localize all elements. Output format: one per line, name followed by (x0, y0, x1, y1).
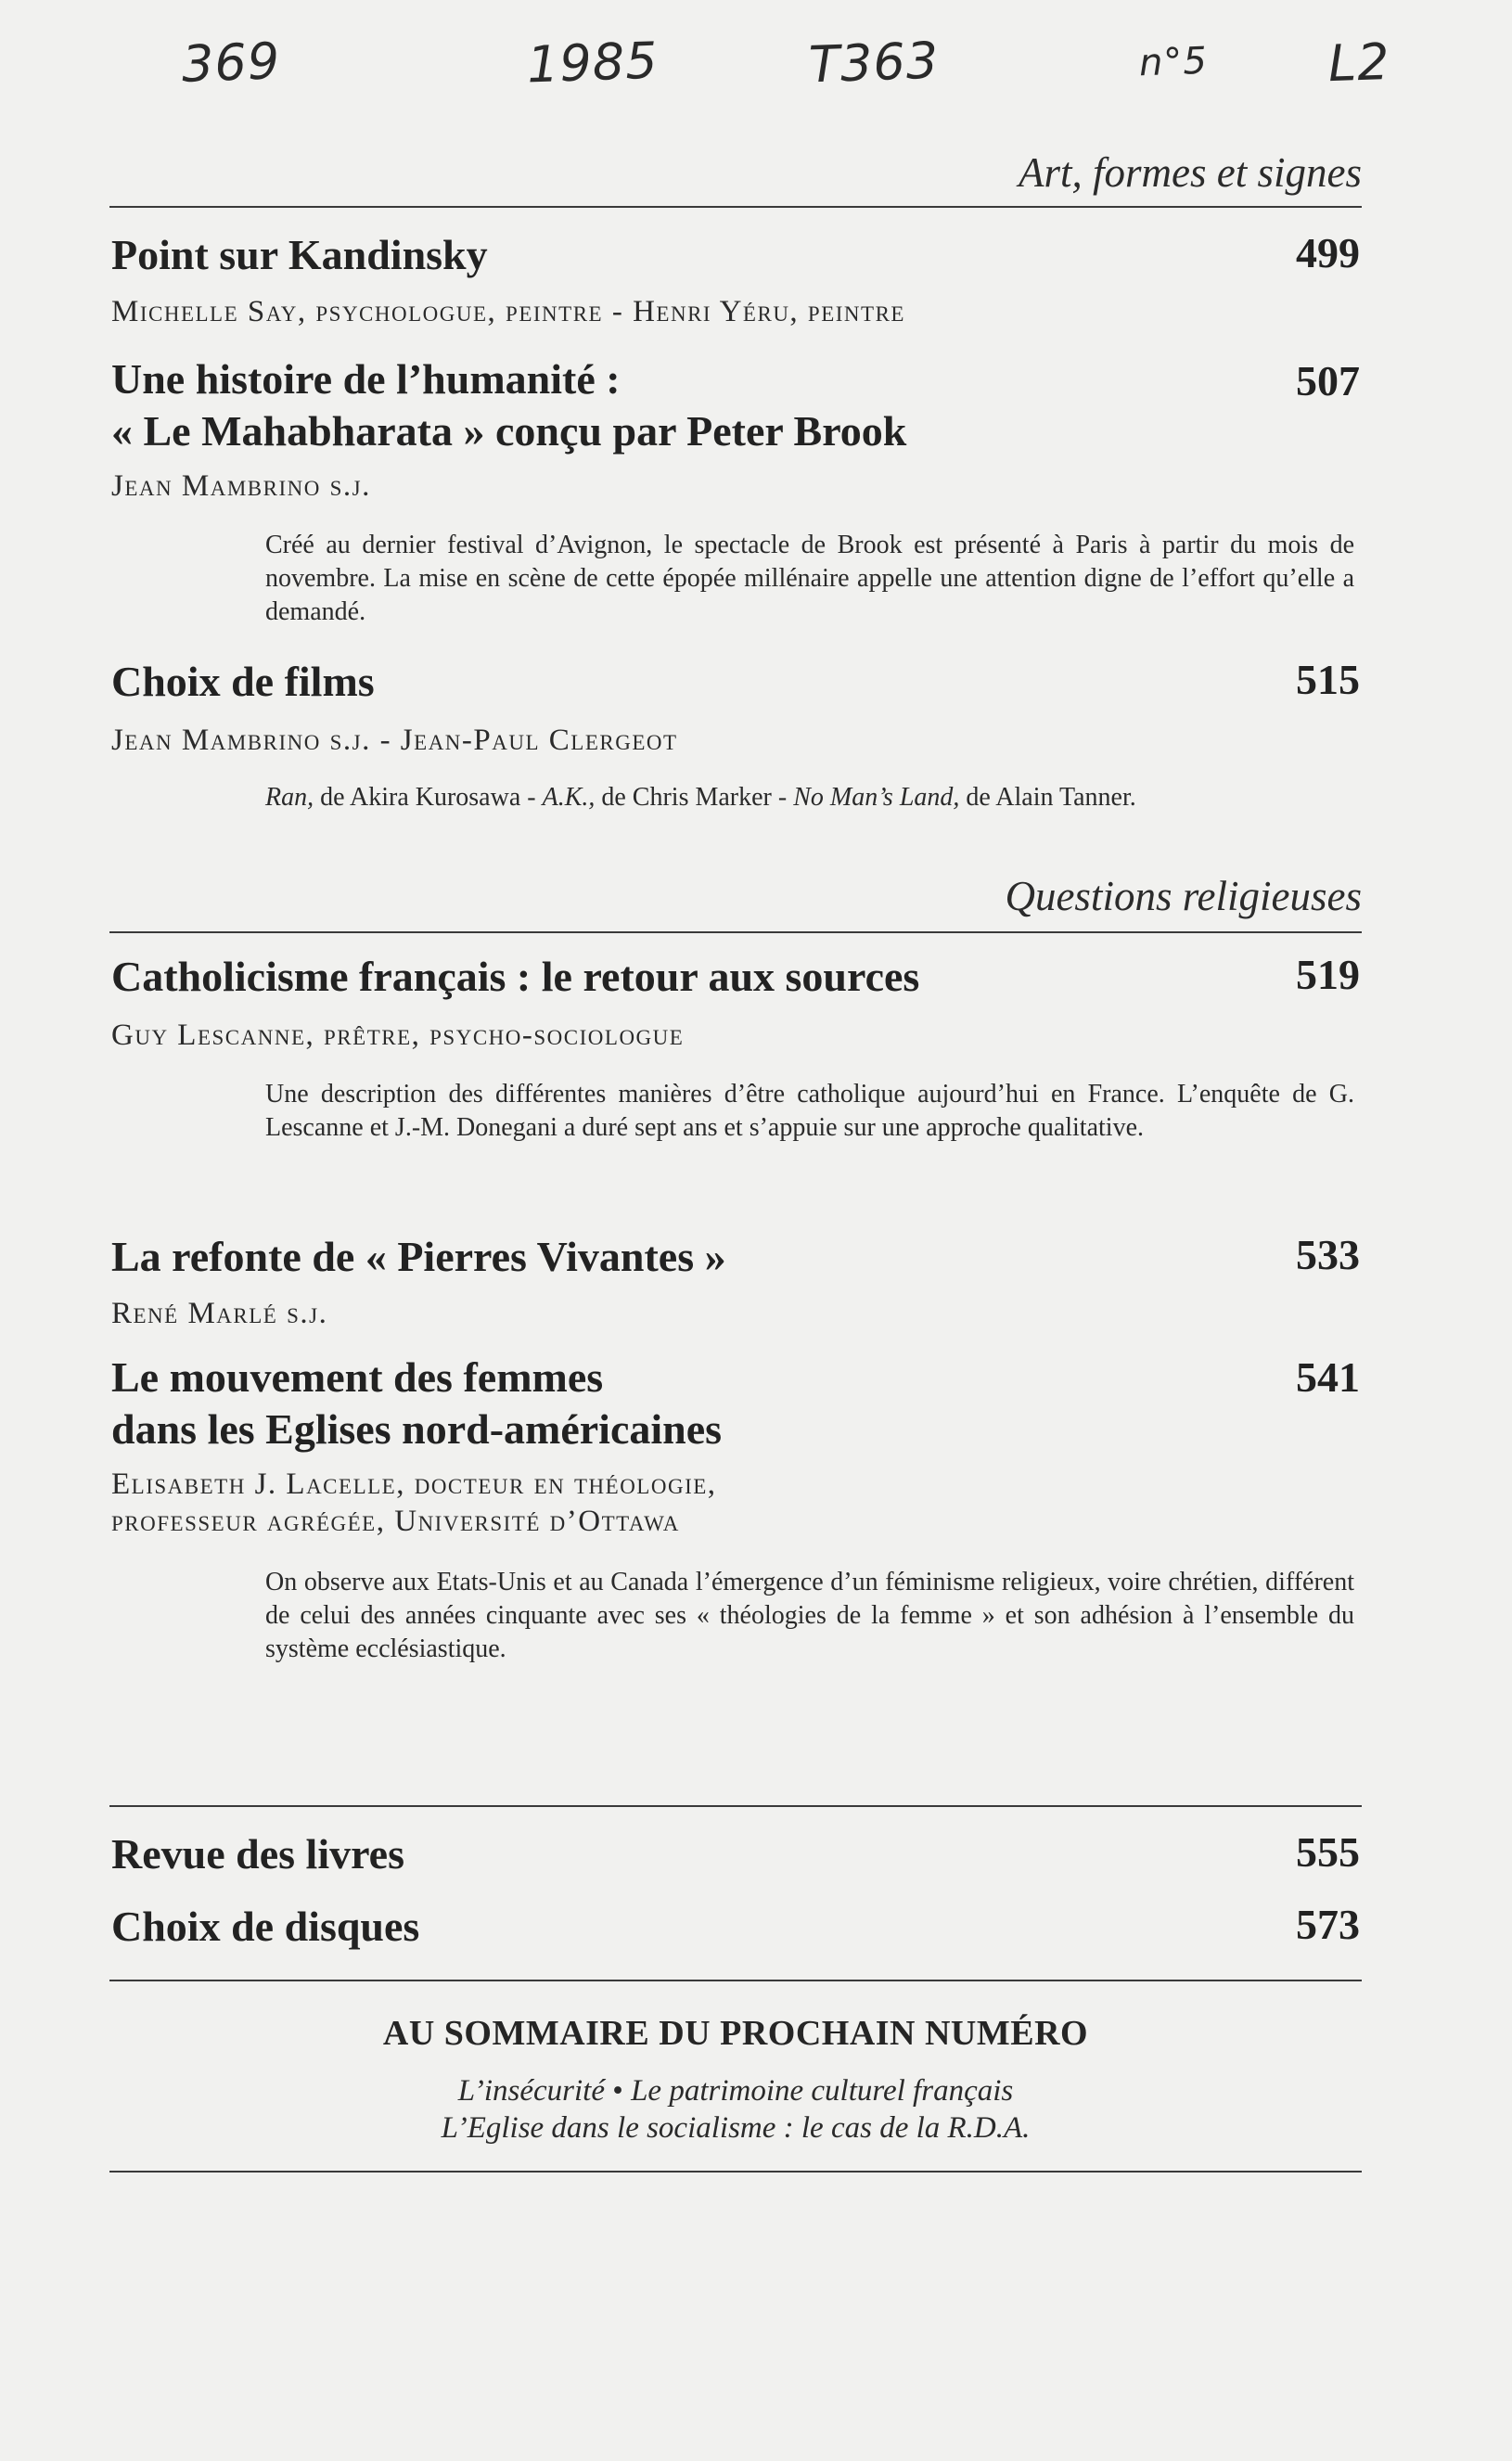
film-title: Ran, (265, 783, 314, 812)
entry-title: Point sur Kandinsky (111, 231, 488, 278)
entry-abstract (265, 781, 1354, 814)
section-heading-religion: Questions religieuses (1005, 873, 1362, 919)
entry-author: Guy Lescanne, prêtre, psycho-sociologue (111, 1019, 685, 1052)
entry-abstract: Une description des différentes manières d’être catholique aujourd’hui en France. L’enquête de G. Lescanne et J.-M. Donegani a duré sept ans et s’appuie sur une approche qualitative. (265, 1080, 1354, 1142)
entry-title-continued: dans les Eglises nord-américaines (111, 1405, 723, 1453)
next-issue-line (109, 2074, 1362, 2109)
film-title: No Man’s Land, (793, 783, 960, 812)
entry-title: Une histoire de l’humanité : (111, 355, 621, 403)
entry-page-number: 555 (1296, 1828, 1360, 1876)
bullet-separator: • (612, 2074, 623, 2108)
handwritten-mark: 1985 (525, 31, 660, 95)
next-issue-line: L’Eglise dans le socialisme : le cas de la R.D.A. (441, 2111, 1031, 2145)
entry-page-number: 519 (1296, 951, 1360, 998)
entry-author: Elisabeth J. Lacelle, docteur en théologie, (111, 1468, 717, 1501)
entry-author: René Marlé s.j. (111, 1297, 328, 1330)
entry-title: Choix de disques (111, 1903, 420, 1950)
abstract-text: de Alain Tanner. (959, 783, 1136, 812)
entry-title-continued: « Le Mahabharata » conçu par Peter Brook (111, 407, 907, 455)
entry-title: Revue des livres (111, 1830, 405, 1878)
entry-page-number: 499 (1296, 229, 1360, 276)
abstract-text: de Akira Kurosawa - (314, 783, 543, 812)
entry-author: Jean Mambrino s.j. - Jean-Paul Clergeot (111, 724, 678, 757)
entry-author: Jean Mambrino s.j. (111, 469, 371, 503)
entry-title: Catholicisme français : le retour aux sources (111, 953, 920, 1000)
next-issue-topic: L’insécurité (457, 2074, 605, 2108)
entry-title: La refonte de « Pierres Vivantes » (111, 1233, 726, 1280)
next-issue-heading: AU SOMMAIRE DU PROCHAIN NUMÉRO (382, 2014, 1089, 2053)
entry-title: Choix de films (111, 658, 375, 705)
entry-author-continued: professeur agrégée, Université d’Ottawa (111, 1505, 680, 1538)
section-rule (109, 2171, 1362, 2173)
entry-author: Michelle Say, psychologue, peintre - Henri Yéru, peintre (111, 295, 905, 328)
next-issue-topic: Le patrimoine culturel français (631, 2074, 1014, 2108)
entry-abstract: Créé au dernier festival d’Avignon, le spectacle de Brook est présenté à Paris à partir du mois de novembre. La mise en scène de cette épopée millénaire appelle une attention digne de l’effort qu’elle a demandé. (265, 531, 1354, 626)
section-rule (109, 206, 1362, 208)
entry-page-number: 507 (1296, 357, 1360, 404)
handwritten-mark: 369 (180, 32, 282, 94)
handwritten-mark: T363 (807, 31, 941, 95)
entry-page-number: 573 (1296, 1901, 1360, 1948)
film-title: A.K., (542, 783, 596, 812)
handwritten-mark: L2 (1326, 32, 1391, 94)
entry-page-number: 515 (1296, 656, 1360, 703)
handwritten-mark: n°5 (1138, 39, 1209, 85)
section-heading-art: Art, formes et signes (1019, 149, 1362, 196)
section-rule (109, 931, 1362, 933)
abstract-text: de Chris Marker - (595, 783, 794, 812)
entry-title: Le mouvement des femmes (111, 1353, 604, 1401)
entry-abstract: On observe aux Etats-Unis et au Canada l’émergence d’un féminisme religieux, voire chrétien, différent de celui des années cinquante avec ses « théologies de la femme » et son adhésion à l’ensemble du système ecclésiastique. (265, 1568, 1354, 1663)
entry-page-number: 541 (1296, 1353, 1360, 1401)
section-rule (109, 1980, 1362, 1981)
section-rule (109, 1805, 1362, 1807)
entry-page-number: 533 (1296, 1231, 1360, 1278)
